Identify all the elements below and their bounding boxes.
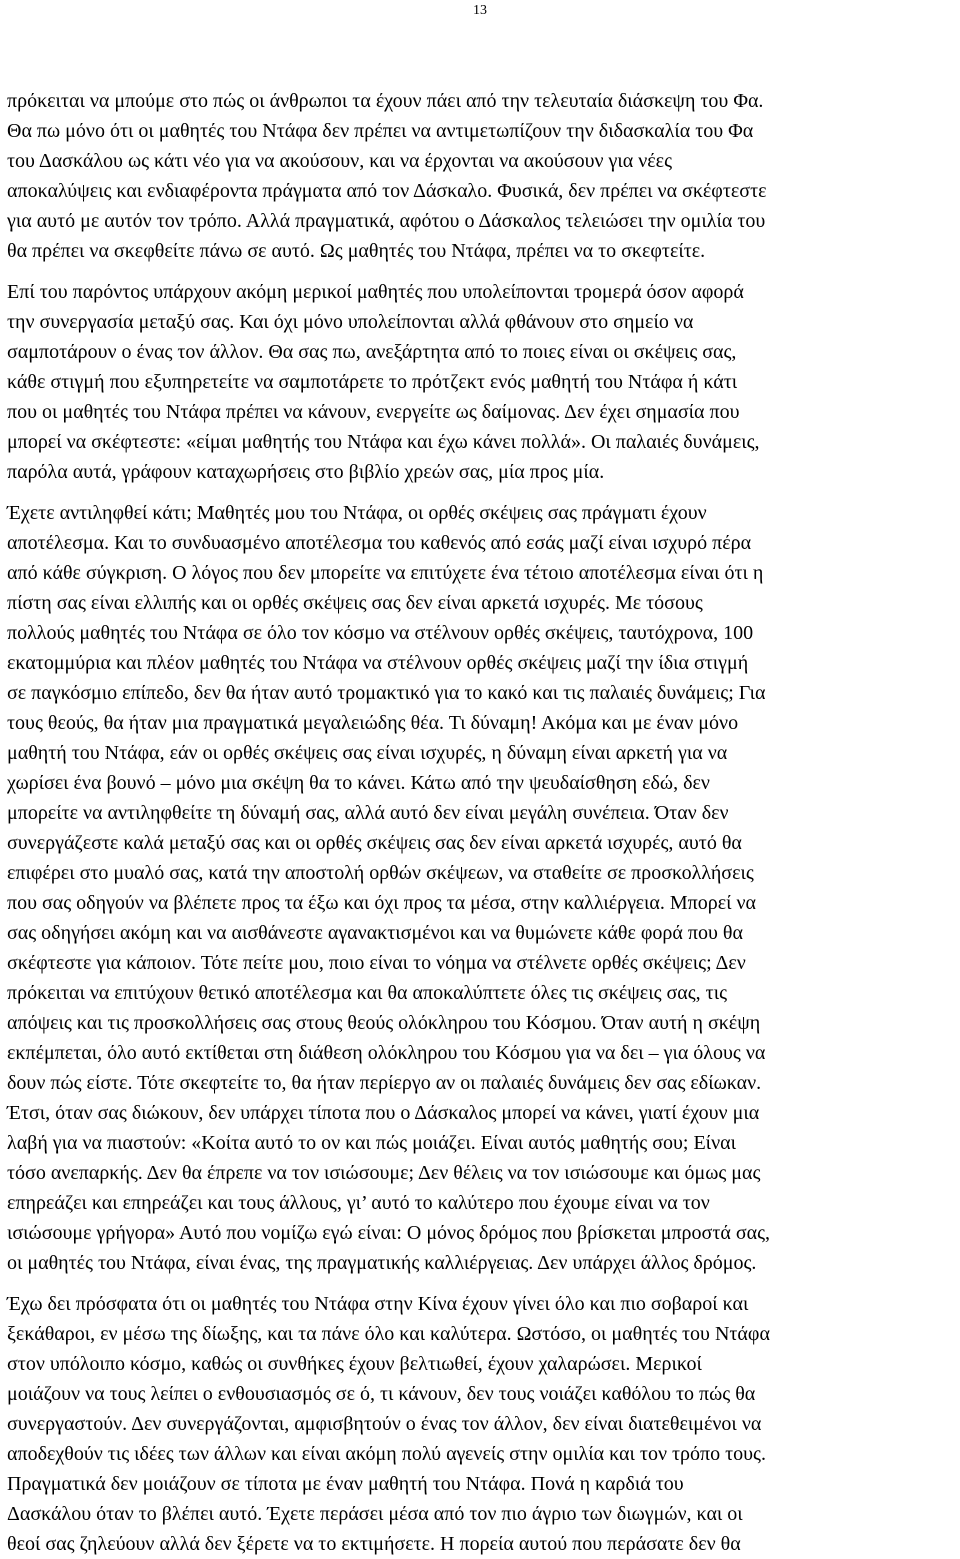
- text-line: εκατομμύρια και πλέον μαθητές του Ντάφα να στέλνουν ορθές σκέψεις μαζί την ίδια στιγμή: [7, 652, 749, 674]
- text-line: μοιάζουν να τους λείπει ο ενθουσιασμός σε ό, τι κάνουν, δεν τους νοιάζει καθόλου το πώς θα: [7, 1383, 756, 1405]
- text-line: παρόλα αυτά, γράφουν καταχωρήσεις στο βιβλίο χρεών σας, μία προς μία.: [7, 461, 605, 483]
- text-line: τόσο ανεπαρκής. Δεν θα έπρεπε να τον ισιώσουμε; Δεν θέλεις να τον ισιώσουμε και όμως μας: [7, 1162, 761, 1184]
- text-line: λαβή για να πιαστούν: «Κοίτα αυτό το ον και πώς μοιάζει. Είναι αυτός μαθητής σου; Είναι: [7, 1132, 736, 1154]
- text-line: ξεκάθαροι, εν μέσω της δίωξης, και τα πάνε όλο και καλύτερα. Ωστόσο, οι μαθητές του Ντάφα: [7, 1323, 770, 1345]
- text-line: εκπέμπεται, όλο αυτό εκτίθεται στη διάθεση ολόκληρου του Κόσμου για να δει – για όλους να: [7, 1042, 766, 1064]
- text-line: αποκαλύψεις και ενδιαφέροντα πράγματα από τον Δάσκαλο. Φυσικά, δεν πρέπει να σκέφτεστε: [7, 180, 767, 202]
- text-line: θεοί σας ζηλεύουν αλλά δεν ξέρετε να το εκτιμήσετε. Η πορεία αυτού που περάσατε δεν θα: [7, 1533, 741, 1555]
- text-line: επιφέρει στο μυαλό σας, κατά την αποστολή ορθών σκέψεων, να σταθείτε σε προσκολλήσεις: [7, 862, 754, 884]
- text-line: ισιώσουμε γρήγορα» Αυτό που νομίζω εγώ είναι: Ο μόνος δρόμος που βρίσκεται μπροστά σας,: [7, 1222, 771, 1244]
- text-line: αποδεχθούν τις ιδέες των άλλων και είναι ακόμη πολύ αγενείς στην ομιλία και τον τρόπο τους.: [7, 1443, 766, 1465]
- text-line: πίστη σας είναι ελλιπής και οι ορθές σκέψεις σας δεν είναι αρκετά ισχυρές. Με τόσους: [7, 592, 703, 614]
- text-line: σαμποτάρουν ο ένας τον άλλον. Θα σας πω, ανεξάρτητα από το ποιες είναι οι σκέψεις σας,: [7, 341, 737, 363]
- text-line: που σας οδηγούν να βλέπετε προς τα έξω και όχι προς τα μέσα, στην καλλιέργεια. Μπορεί να: [7, 892, 757, 914]
- paragraph: [7, 86, 953, 266]
- document-body: [7, 86, 953, 1559]
- text-line: σκέφτεστε για κάποιον. Τότε πείτε μου, ποιο είναι το νόημα να στέλνετε ορθές σκέψεις; Δεν: [7, 952, 746, 974]
- text-line: επηρεάζει και επηρεάζει και τους άλλους, γι’ αυτό το καλύτερο που έχουμε είναι να τον: [7, 1192, 710, 1214]
- text-line: Έτσι, όταν σας διώκουν, δεν υπάρχει τίποτα που ο Δάσκαλος μπορεί να κάνει, γιατί έχουν μια: [7, 1102, 760, 1124]
- text-line: δουν πώς είστε. Τότε σκεφτείτε το, θα ήταν περίεργο αν οι παλαιές δυνάμεις δεν σας εδίωκαν.: [7, 1072, 762, 1094]
- text-line: οι μαθητές του Ντάφα, είναι ένας, της πραγματικής καλλιέργειας. Δεν υπάρχει άλλος δρόμος.: [7, 1252, 757, 1274]
- text-line: κάθε στιγμή που εξυπηρετείτε να σαμποτάρετε το πρότζεκτ ενός μαθητή του Ντάφα ή κάτι: [7, 371, 738, 393]
- text-line: πρόκειται να επιτύχουν θετικό αποτέλεσμα και θα αποκαλύπτετε όλες τις σκέψεις σας, τις: [7, 982, 728, 1004]
- text-line: Έχετε αντιληφθεί κάτι; Μαθητές μου του Ντάφα, οι ορθές σκέψεις σας πράγματι έχουν: [7, 502, 707, 524]
- text-line: πολλούς μαθητές του Ντάφα σε όλο τον κόσμο να στέλνουν ορθές σκέψεις, ταυτόχρονα, 100: [7, 622, 754, 644]
- text-line: τους θεούς, θα ήταν μια πραγματικά μεγαλειώδης θέα. Τι δύναμη! Ακόμα και με έναν μόνο: [7, 712, 739, 734]
- text-line: μπορεί να σκέφτεστε: «είμαι μαθητής του Ντάφα και έχω κάνει πολλά». Οι παλαιές δυνάμεις,: [7, 431, 760, 453]
- text-line: πρόκειται να μπούμε στο πώς οι άνθρωποι τα έχουν πάει από την τελευταία διάσκεψη του Φα.: [7, 90, 764, 112]
- paragraph: [7, 277, 953, 487]
- text-line: θα πρέπει να σκεφθείτε πάνω σε αυτό. Ως μαθητές του Ντάφα, πρέπει να το σκεφτείτε.: [7, 240, 706, 262]
- text-line: σας οδηγήσει ακόμη και να αισθάνεστε αγανακτισμένοι και να θυμώνετε κάθε φορά που θα: [7, 922, 743, 944]
- paragraph: [7, 498, 953, 1278]
- text-line: για αυτό με αυτόν τον τρόπο. Αλλά πραγματικά, αφότου ο Δάσκαλος τελειώσει την ομιλία του: [7, 210, 766, 232]
- text-line: αποτέλεσμα. Και το συνδυασμένο αποτέλεσμα του καθενός από εσάς μαζί είναι ισχυρό πέρα: [7, 532, 752, 554]
- text-line: την συνεργασία μεταξύ σας. Και όχι μόνο υπολείπονται αλλά φθάνουν στο σημείο να: [7, 311, 694, 333]
- text-line: Πραγματικά δεν μοιάζουν σε τίποτα με έναν μαθητή του Ντάφα. Πονά η καρδιά του: [7, 1473, 684, 1495]
- page-number: 13: [473, 3, 487, 18]
- text-line: από κάθε σύγκριση. Ο λόγος που δεν μπορείτε να επιτύχετε ένα τέτοιο αποτέλεσμα είναι ότι η: [7, 562, 764, 584]
- text-line: σε παγκόσμιο επίπεδο, δεν θα ήταν αυτό τρομακτικό για το κακό και τις παλαιές δυνάμεις; Για: [7, 682, 766, 704]
- text-line: μαθητή του Ντάφα, εάν οι ορθές σκέψεις σας είναι ισχυρές, η δύναμη είναι αρκετή για να: [7, 742, 728, 764]
- text-line: συνεργάζεστε καλά μεταξύ σας και οι ορθές σκέψεις σας δεν είναι αρκετά ισχυρές, αυτό θα: [7, 832, 742, 854]
- text-line: του Δασκάλου ως κάτι νέο για να ακούσουν, και να έρχονται να ακούσουν για νέες: [7, 150, 672, 172]
- text-line: Επί του παρόντος υπάρχουν ακόμη μερικοί μαθητές που υπολείπονται τρομερά όσον αφορά: [7, 281, 744, 303]
- text-line: στον υπόλοιπο κόσμο, καθώς οι συνθήκες έχουν βελτιωθεί, έχουν χαλαρώσει. Μερικοί: [7, 1353, 702, 1375]
- text-line: χωρίσει ένα βουνό – μόνο μια σκέψη θα το κάνει. Κάτω από την ψευδαίσθηση εδώ, δεν: [7, 772, 710, 794]
- text-line: συνεργαστούν. Δεν συνεργάζονται, αμφισβητούν ο ένας τον άλλον, δεν είναι διατεθειμένοι να: [7, 1413, 762, 1435]
- text-line: Δασκάλου όταν το βλέπει αυτό. Έχετε περάσει μέσα από τον πιο άγριο των διωγμών, και οι: [7, 1503, 743, 1525]
- text-line: απόψεις και τις προσκολλήσεις σας στους θεούς ολόκληρου του Κόσμου. Όταν αυτή η σκέψη: [7, 1012, 761, 1034]
- text-line: Θα πω μόνο ότι οι μαθητές του Ντάφα δεν πρέπει να αντιμετωπίζουν την διδασκαλία του Φα: [7, 120, 754, 142]
- text-line: Έχω δει πρόσφατα ότι οι μαθητές του Ντάφα στην Κίνα έχουν γίνει όλο και πιο σοβαροί και: [7, 1293, 749, 1315]
- text-line: που οι μαθητές του Ντάφα πρέπει να κάνουν, ενεργείτε ως δαίμονας. Δεν έχει σημασία που: [7, 401, 740, 423]
- paragraph: [7, 1289, 953, 1559]
- text-line: μπορείτε να αντιληφθείτε τη δύναμή σας, αλλά αυτό δεν είναι μεγάλη συνέπεια. Όταν δεν: [7, 802, 729, 824]
